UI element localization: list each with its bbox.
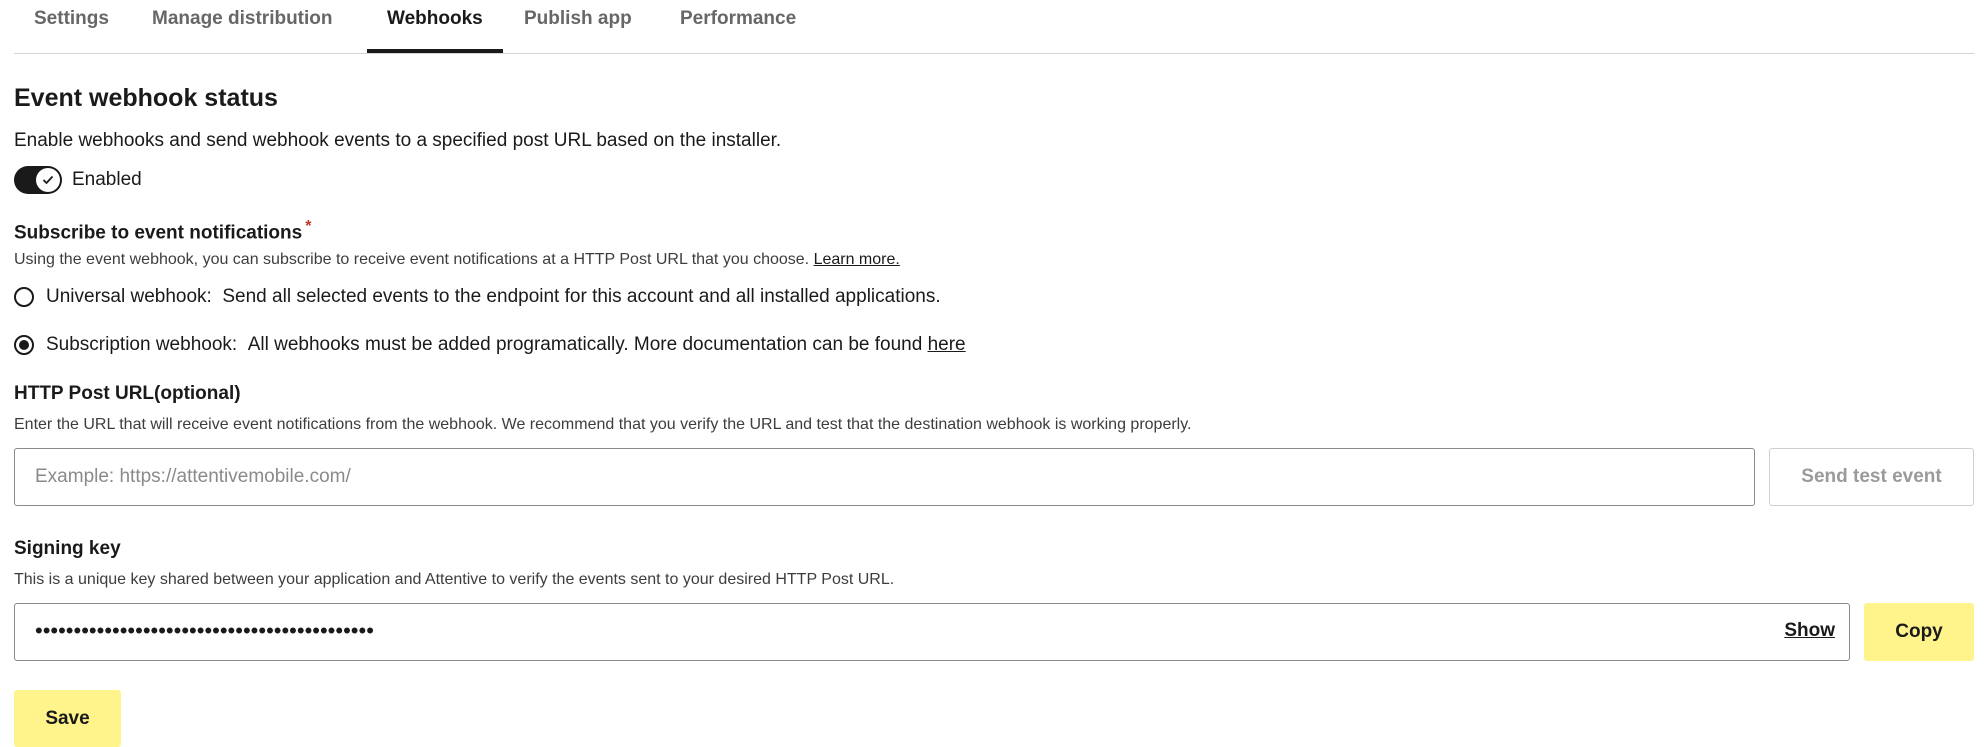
send-test-event-button[interactable]: Send test event [1769, 448, 1974, 506]
check-icon [42, 175, 54, 185]
webhook-enabled-toggle[interactable] [14, 166, 62, 194]
subscription-webhook-radio[interactable] [14, 335, 34, 355]
radio-option-subscription[interactable] [14, 334, 966, 356]
signing-key-field[interactable] [14, 603, 1850, 661]
tab-settings[interactable]: Settings [34, 8, 109, 29]
required-mark: * [305, 218, 312, 235]
toggle-label: Enabled [72, 169, 142, 190]
universal-webhook-radio[interactable] [14, 287, 34, 307]
save-button[interactable]: Save [14, 690, 121, 747]
copy-key-button[interactable]: Copy [1864, 603, 1974, 661]
status-description: Enable webhooks and send webhook events to a specified post URL based on the installer. [14, 130, 782, 151]
section-title-status: Event webhook status [14, 84, 278, 112]
signing-key-description: This is a unique key shared between your application and Attentive to verify the events sent to your desired HTTP Post URL. [14, 571, 895, 588]
tab-publish-app[interactable]: Publish app [524, 8, 632, 29]
learn-more-link[interactable]: Learn more. [813, 251, 900, 268]
subscribe-description-text: Using the event webhook, you can subscribe to receive event notifications at a HTTP Post URL that you choose. [14, 251, 810, 268]
subscribe-title-text: Subscribe to event notifications [14, 222, 303, 244]
http-post-title: HTTP Post URL(optional) [14, 383, 241, 404]
subscribe-title [14, 218, 311, 244]
documentation-here-link[interactable]: here [927, 334, 966, 355]
signing-key-title: Signing key [14, 538, 121, 559]
tab-bar [14, 0, 1974, 54]
signing-key-masked-value: •••••••••••••••••••••••••••••••••••••••••••• [35, 618, 374, 643]
radio-option-universal[interactable] [14, 286, 941, 308]
show-key-link[interactable]: Show [1784, 620, 1835, 641]
subscription-webhook-text: All webhooks must be added programatically. More documentation can be found [247, 334, 923, 355]
subscribe-description [14, 251, 900, 269]
universal-webhook-label: Universal webhook: [46, 286, 212, 307]
tab-performance[interactable]: Performance [680, 8, 797, 29]
toggle-knob [36, 168, 60, 192]
universal-webhook-text: Send all selected events to the endpoint for this account and all installed applications. [222, 286, 941, 307]
http-post-url-input[interactable] [14, 448, 1755, 506]
tab-manage-distribution[interactable]: Manage distribution [152, 8, 333, 29]
subscription-webhook-label: Subscription webhook: [46, 334, 238, 355]
http-post-description: Enter the URL that will receive event notifications from the webhook. We recommend that you verify the URL and test that the destination webhook is working properly. [14, 416, 1192, 433]
tab-webhooks[interactable]: Webhooks [367, 0, 503, 53]
